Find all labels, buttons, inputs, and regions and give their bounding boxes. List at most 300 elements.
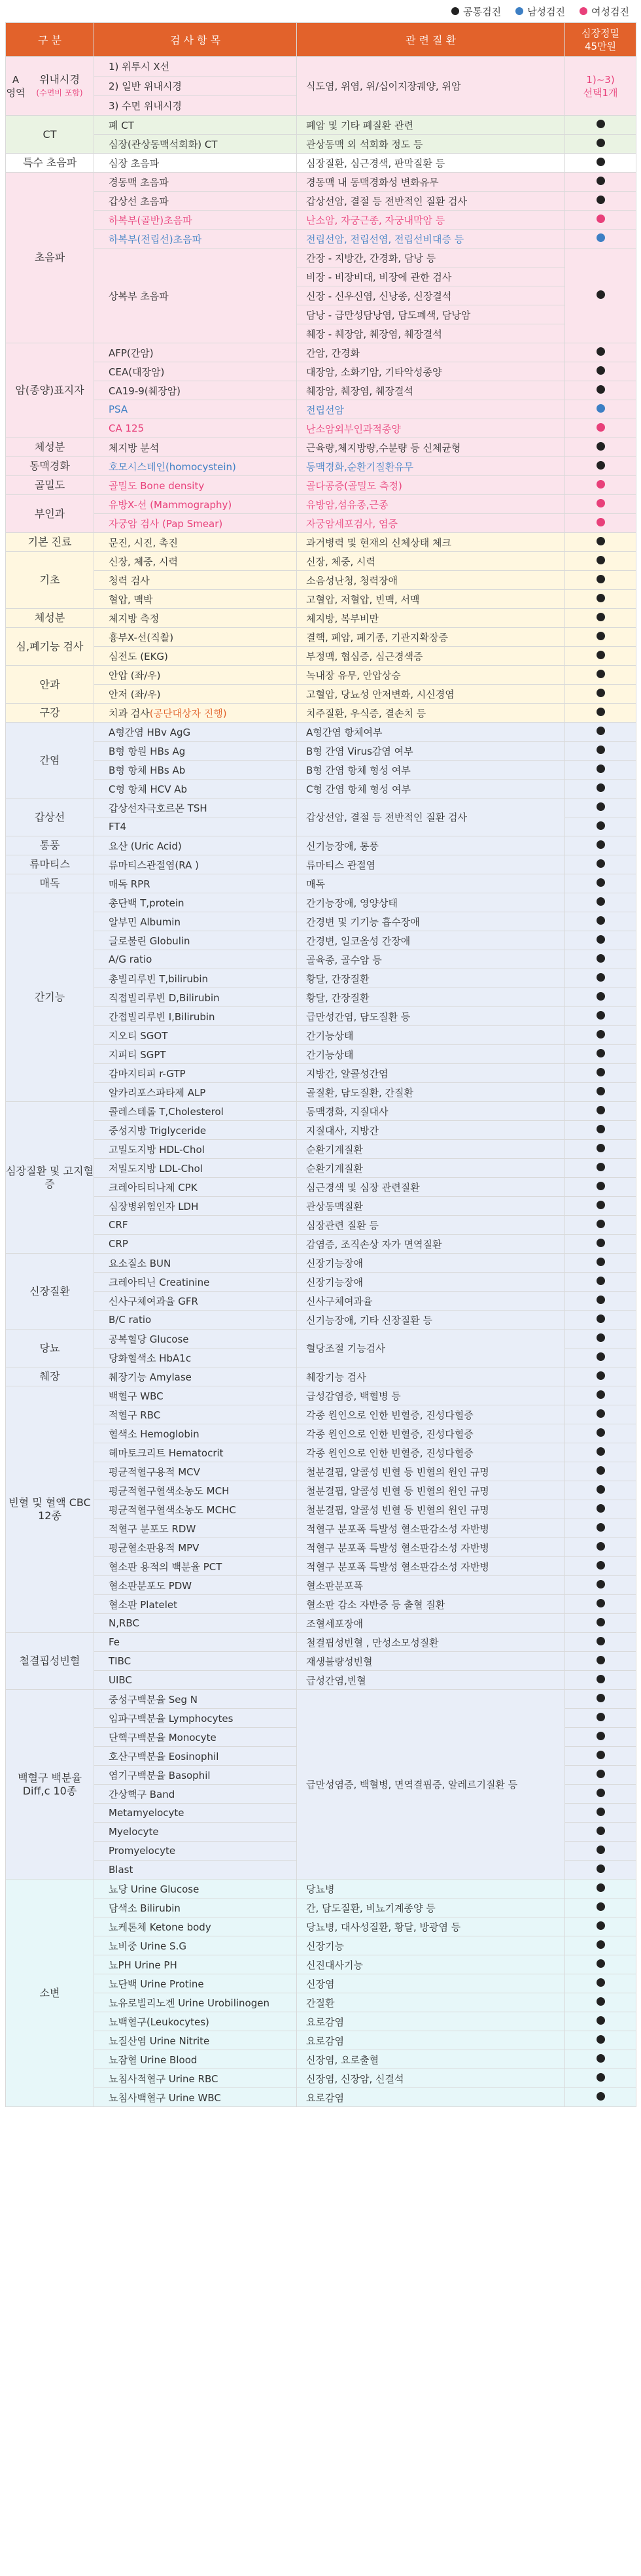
- common-dot-icon: [597, 1883, 605, 1892]
- disease-cell: 간질환: [297, 1993, 565, 2012]
- disease-cell: 대장암, 소화기암, 기타악성종양: [297, 362, 565, 381]
- disease-cell: 류마티스 관절염: [297, 855, 565, 874]
- disease-cell: 급성감염증, 백혈병 등: [297, 1386, 565, 1405]
- common-dot-icon: [597, 802, 605, 811]
- common-dot-icon: [597, 727, 605, 735]
- disease-cell: 철분결핍, 알콜성 빈혈 등 빈혈의 원인 규명: [297, 1462, 565, 1481]
- package-mark-cell: [565, 1386, 636, 1405]
- legend-label: 여성검진: [591, 5, 629, 18]
- table-row: [6, 855, 636, 874]
- common-dot-icon: [597, 120, 605, 128]
- a-section-row: [6, 57, 636, 77]
- package-mark-cell: [565, 1367, 636, 1386]
- common-dot-icon: [597, 670, 605, 678]
- category-cell: 심,폐기능 검사: [6, 628, 94, 666]
- item-label: 문진, 시진, 촉진: [109, 536, 179, 549]
- table-row: [6, 1121, 636, 1140]
- item-cell: [94, 1045, 297, 1064]
- package-mark-cell: [565, 1880, 636, 1898]
- disease-cell: 간, 담도질환, 비뇨기계종양 등: [297, 1898, 565, 1917]
- package-mark-cell: [565, 1955, 636, 1974]
- package-mark-cell: [565, 1311, 636, 1330]
- item-label: 류마티스관절염(RA ): [109, 859, 199, 871]
- common-dot-icon: [597, 385, 605, 394]
- item-label: A/G ratio: [109, 953, 152, 965]
- item-label: AFP(간암): [109, 347, 154, 359]
- package-mark-cell: [565, 874, 636, 893]
- legend-dot-icon: [580, 7, 587, 15]
- disease-cell: 신장기능: [297, 1936, 565, 1955]
- disease-cell: 급만성간염, 담도질환 등: [297, 1007, 565, 1026]
- table-row: [6, 1519, 636, 1538]
- item-cell: [94, 1614, 297, 1633]
- table-row: [6, 1652, 636, 1671]
- disease-cell: 간기능상태: [297, 1026, 565, 1045]
- common-dot-icon: [597, 1125, 605, 1133]
- common-dot-icon: [597, 1902, 605, 1911]
- disease-cell: 신장염, 요로출혈: [297, 2050, 565, 2069]
- female-dot-icon: [597, 423, 605, 432]
- header-items: 검 사 항 목: [94, 23, 297, 57]
- table-row: [6, 1974, 636, 1993]
- package-mark-cell: [565, 1102, 636, 1121]
- table-row: [6, 723, 636, 742]
- disease-cell: 동맥경화, 지질대사: [297, 1102, 565, 1121]
- package-mark-cell: [565, 173, 636, 192]
- disease-cell: 신장염: [297, 1974, 565, 1993]
- item-cell: [94, 950, 297, 969]
- table-row: [6, 893, 636, 912]
- disease-cell: 철분결핍, 알콜성 빈혈 등 빈혈의 원인 규명: [297, 1500, 565, 1519]
- legend-label: 공통검진: [463, 5, 502, 18]
- table-row: [6, 1917, 636, 1936]
- table-row: [6, 1880, 636, 1898]
- package-mark-cell: [565, 1595, 636, 1614]
- category-cell: 간기능: [6, 893, 94, 1102]
- package-mark-cell: [565, 931, 636, 950]
- table-row: [6, 438, 636, 457]
- table-row: [6, 211, 636, 230]
- item-label: Blast: [109, 1864, 133, 1876]
- item-note: (공단대상자 진행): [149, 707, 227, 719]
- disease-cell: 신장 - 신우신염, 신낭종, 신장결석: [297, 286, 565, 305]
- item-label: 요소질소 BUN: [109, 1257, 171, 1269]
- item-cell: [94, 1197, 297, 1216]
- item-cell: [94, 704, 297, 723]
- category-cell: 통풍: [6, 836, 94, 855]
- package-mark-cell: [565, 1121, 636, 1140]
- package-mark-cell: [565, 1823, 636, 1842]
- item-cell: [94, 836, 297, 855]
- disease-cell: 신진대사기능: [297, 1955, 565, 1974]
- common-dot-icon: [597, 992, 605, 1001]
- female-dot-icon: [597, 480, 605, 489]
- item-cell: [94, 1083, 297, 1102]
- table-row: [6, 1235, 636, 1254]
- disease-cell: 고혈압, 저혈압, 빈맥, 서맥: [297, 590, 565, 609]
- package-mark-cell: [565, 1462, 636, 1481]
- disease-cell: 철결핍성빈혈 , 만성소모성질환: [297, 1633, 565, 1652]
- table-row: [6, 2069, 636, 2088]
- item-cell: [94, 2088, 297, 2107]
- item-label: Metamyelocyte: [109, 1807, 184, 1819]
- item-cell: [94, 1728, 297, 1747]
- category-cell: 췌장: [6, 1367, 94, 1386]
- package-mark-cell: [565, 1045, 636, 1064]
- table-row: [6, 1462, 636, 1481]
- table-row: [6, 1216, 636, 1235]
- item-cell: [94, 1500, 297, 1519]
- item-label: 평균혈소판용적 MPV: [109, 1541, 199, 1554]
- package-mark-cell: [565, 1007, 636, 1026]
- item-cell: [94, 533, 297, 552]
- item-label: 크레아티티나제 CPK: [109, 1181, 198, 1194]
- category-cell: 매독: [6, 874, 94, 893]
- table-row: [6, 1633, 636, 1652]
- disease-cell: 신기능장애, 통풍: [297, 836, 565, 855]
- package-mark-cell: [565, 1576, 636, 1595]
- a-section-category: [6, 57, 94, 116]
- common-dot-icon: [597, 2016, 605, 2025]
- table-row: [6, 571, 636, 590]
- package-mark-cell: [565, 154, 636, 173]
- common-dot-icon: [597, 1978, 605, 1987]
- disease-cell: 골다공증(골밀도 측정): [297, 476, 565, 495]
- category-cell: 기본 진료: [6, 533, 94, 552]
- item-label: 혈소판분포도 PDW: [109, 1579, 192, 1592]
- package-mark-cell: [565, 1861, 636, 1880]
- category-cell: 초음파: [6, 173, 94, 343]
- item-cell: [94, 1330, 297, 1348]
- category-cell: 백혈구 백분율 Diff,c 10종: [6, 1690, 94, 1880]
- table-row: [6, 1330, 636, 1348]
- common-dot-icon: [597, 575, 605, 583]
- item-label: 평균적혈구용적 MCV: [109, 1466, 200, 1478]
- package-mark-cell: [565, 1424, 636, 1443]
- item-label: B형 항체 HBs Ab: [109, 764, 186, 776]
- item-cell: [94, 438, 297, 457]
- package-mark-cell: [565, 1140, 636, 1159]
- package-mark-cell: [565, 817, 636, 836]
- item-cell: [94, 988, 297, 1007]
- common-dot-icon: [597, 1352, 605, 1361]
- item-label: 저밀도지방 LDL-Chol: [109, 1162, 203, 1175]
- package-mark-cell: [565, 362, 636, 381]
- item-cell: [94, 116, 297, 135]
- category-cell: 갑상선: [6, 799, 94, 836]
- item-label: 안압 (좌/우): [109, 669, 161, 681]
- category-cell: 빈혈 및 혈액 CBC 12종: [6, 1386, 94, 1633]
- package-mark-cell: [565, 1348, 636, 1367]
- item-cell: [94, 685, 297, 704]
- table-row: [6, 1386, 636, 1405]
- item-label: 뇨단백 Urine Protine: [109, 1978, 204, 1990]
- item-label: 뇨침사적혈구 Urine RBC: [109, 2072, 218, 2085]
- item-cell: [94, 1993, 297, 2012]
- item-label: 지오티 SGOT: [109, 1029, 168, 1042]
- disease-cell: 간경변, 일코올성 간장애: [297, 931, 565, 950]
- common-dot-icon: [597, 1049, 605, 1057]
- category-cell: 철결핍성빈혈: [6, 1633, 94, 1690]
- item-cell: [94, 1955, 297, 1974]
- table-row: [6, 343, 636, 362]
- item-cell: [94, 1671, 297, 1690]
- common-dot-icon: [597, 2054, 605, 2063]
- item-label: 갑상선자극호르몬 TSH: [109, 802, 207, 814]
- table-row: [6, 609, 636, 628]
- item-label: 자궁암 검사 (Pap Smear): [109, 517, 223, 530]
- item-cell: [94, 552, 297, 571]
- table-row: [6, 1064, 636, 1083]
- table-row: [6, 1007, 636, 1026]
- table-row: [6, 1481, 636, 1500]
- disease-cell: 순환기계질환: [297, 1159, 565, 1178]
- package-mark-cell: [565, 988, 636, 1007]
- item-cell: [94, 1064, 297, 1083]
- item-cell: [94, 1424, 297, 1443]
- package-mark-cell: [565, 2050, 636, 2069]
- item-label: 뇨침사백혈구 Urine WBC: [109, 2091, 221, 2104]
- category-cell: 간염: [6, 723, 94, 799]
- disease-cell: 골육종, 골수암 등: [297, 950, 565, 969]
- item-cell: [94, 1917, 297, 1936]
- item-cell: [94, 1216, 297, 1235]
- item-label: 혈소판 용적의 백분율 PCT: [109, 1560, 222, 1573]
- item-label: 호산구백분율 Eosinophil: [109, 1750, 219, 1762]
- package-mark-cell: [565, 1614, 636, 1633]
- a-section-endoscopy: 위내시경 (수면비 포함): [36, 73, 83, 97]
- item-label: 뇨케톤체 Ketone body: [109, 1921, 211, 1933]
- table-row: [6, 2088, 636, 2107]
- table-row: [6, 1311, 636, 1330]
- common-dot-icon: [597, 1447, 605, 1456]
- package-mark-cell: [565, 1842, 636, 1861]
- common-dot-icon: [597, 651, 605, 659]
- common-dot-icon: [597, 177, 605, 185]
- item-cell: [94, 609, 297, 628]
- package-mark-cell: [565, 666, 636, 685]
- item-cell: [94, 135, 297, 154]
- common-dot-icon: [597, 1485, 605, 1494]
- item-label: 호모시스테인(homocystein): [109, 460, 236, 473]
- item-label: UIBC: [109, 1674, 132, 1686]
- common-dot-icon: [597, 1599, 605, 1607]
- common-dot-icon: [597, 158, 605, 166]
- package-mark-cell: [565, 1083, 636, 1102]
- disease-cell: 비장 - 비장비대, 비장에 관한 검사: [297, 267, 565, 286]
- item-cell: [94, 1007, 297, 1026]
- item-label: 적혈구 RBC: [109, 1409, 161, 1421]
- item-cell: [94, 2069, 297, 2088]
- table-row: [6, 1083, 636, 1102]
- female-dot-icon: [597, 518, 605, 526]
- item-label: B/C ratio: [109, 1314, 152, 1326]
- table-row: [6, 116, 636, 135]
- disease-cell: 경동맥 내 동맥경화성 변화유무: [297, 173, 565, 192]
- common-dot-icon: [597, 821, 605, 830]
- disease-cell: 심근경색 및 심장 관련질환: [297, 1178, 565, 1197]
- a-section-label: A 영역: [6, 73, 26, 99]
- item-cell: [94, 912, 297, 931]
- disease-cell: 신장기능장애: [297, 1254, 565, 1273]
- item-label: Myelocyte: [109, 1826, 159, 1838]
- item-cell: [94, 1292, 297, 1311]
- item-label: 안저 (좌/우): [109, 688, 161, 700]
- common-dot-icon: [597, 1314, 605, 1323]
- common-dot-icon: [597, 1751, 605, 1759]
- common-dot-icon: [597, 1296, 605, 1304]
- common-dot-icon: [597, 1371, 605, 1380]
- common-dot-icon: [597, 196, 605, 204]
- item-cell: [94, 931, 297, 950]
- package-mark-cell: [565, 1728, 636, 1747]
- item-cell: [94, 628, 297, 647]
- item-cell: [94, 249, 297, 343]
- table-row: [6, 419, 636, 438]
- disease-cell: 혈소판 감소 자반증 등 출혈 질환: [297, 1595, 565, 1614]
- item-cell: [94, 1159, 297, 1178]
- item-label: 알부민 Albumin: [109, 916, 181, 928]
- disease-cell: 황달, 간장질환: [297, 969, 565, 988]
- female-dot-icon: [597, 215, 605, 223]
- item-cell: [94, 1140, 297, 1159]
- table-row: [6, 780, 636, 799]
- common-dot-icon: [597, 1409, 605, 1418]
- disease-cell: 각종 원인으로 인한 빈혈증, 진성다혈증: [297, 1424, 565, 1443]
- item-label: 폐 CT: [109, 119, 134, 131]
- disease-cell: 당뇨병: [297, 1880, 565, 1898]
- table-row: [6, 135, 636, 154]
- item-cell: [94, 1273, 297, 1292]
- package-mark-cell: [565, 1481, 636, 1500]
- item-label: N,RBC: [109, 1617, 139, 1629]
- item-cell: [94, 1936, 297, 1955]
- package-mark-cell: [565, 1519, 636, 1538]
- common-dot-icon: [597, 878, 605, 887]
- item-cell: [94, 2012, 297, 2031]
- disease-cell: 신장염, 신장암, 신결석: [297, 2069, 565, 2088]
- common-dot-icon: [597, 1789, 605, 1797]
- item-cell: [94, 1386, 297, 1405]
- item-cell: [94, 1747, 297, 1766]
- disease-cell: 고혈압, 당뇨성 안저변화, 시신경염: [297, 685, 565, 704]
- item-label: 당화혈색소 HbA1c: [109, 1352, 192, 1364]
- table-row: [6, 1993, 636, 2012]
- item-cell: [94, 647, 297, 666]
- a-item-2: 3) 수면 위내시경: [94, 96, 297, 116]
- item-cell: [94, 855, 297, 874]
- item-cell: [94, 1842, 297, 1861]
- common-dot-icon: [597, 1277, 605, 1285]
- table-row: [6, 1614, 636, 1633]
- disease-cell: 난소암외부인과적종양: [297, 419, 565, 438]
- category-cell: 신장질환: [6, 1254, 94, 1330]
- package-mark-cell: [565, 1747, 636, 1766]
- package-mark-cell: [565, 1671, 636, 1690]
- table-row: [6, 1026, 636, 1045]
- common-dot-icon: [597, 2073, 605, 2082]
- header-package: 심장정밀 45만원: [565, 23, 636, 57]
- package-mark-cell: [565, 1273, 636, 1292]
- package-mark-cell: [565, 742, 636, 761]
- common-dot-icon: [597, 954, 605, 963]
- disease-cell: 급만성염증, 백혈병, 면역결핍증, 알레르기질환 등: [297, 1690, 565, 1880]
- item-cell: [94, 1766, 297, 1785]
- header-category: 구 분: [6, 23, 94, 57]
- item-label: 뇨PH Urine PH: [109, 1959, 177, 1971]
- item-cell: [94, 742, 297, 761]
- disease-cell: 적혈구 분포폭 특발성 혈소판감소성 자반병: [297, 1557, 565, 1576]
- table-row: [6, 400, 636, 419]
- common-dot-icon: [597, 1618, 605, 1626]
- item-cell: [94, 1861, 297, 1880]
- item-label: 공복혈당 Glucose: [109, 1333, 189, 1345]
- item-label: 심장 초음파: [109, 157, 160, 169]
- common-dot-icon: [597, 1390, 605, 1399]
- item-cell: [94, 1557, 297, 1576]
- item-label: Fe: [109, 1636, 120, 1648]
- table-header: [6, 23, 636, 57]
- common-dot-icon: [597, 1106, 605, 1114]
- common-dot-icon: [597, 1239, 605, 1247]
- package-mark-cell: [565, 533, 636, 552]
- package-mark-cell: [565, 799, 636, 817]
- package-mark-cell: [565, 192, 636, 211]
- item-cell: [94, 571, 297, 590]
- item-label: 혈압, 맥박: [109, 593, 153, 606]
- item-label: Promyelocyte: [109, 1845, 176, 1857]
- package-mark-cell: [565, 1405, 636, 1424]
- table-row: [6, 1576, 636, 1595]
- package-mark-cell: [565, 343, 636, 362]
- item-cell: [94, 590, 297, 609]
- disease-cell: 적혈구 분포폭 특발성 혈소판감소성 자반병: [297, 1519, 565, 1538]
- common-dot-icon: [597, 916, 605, 925]
- table-row: [6, 647, 636, 666]
- item-label: 뇨비중 Urine S.G: [109, 1940, 186, 1952]
- package-mark-cell: [565, 1936, 636, 1955]
- disease-cell: 체지방, 복부비만: [297, 609, 565, 628]
- common-dot-icon: [597, 783, 605, 792]
- common-dot-icon: [597, 632, 605, 640]
- item-label: 체지방 측정: [109, 612, 160, 625]
- table-row: [6, 704, 636, 723]
- item-cell: [94, 192, 297, 211]
- common-dot-icon: [597, 1959, 605, 1968]
- package-mark-cell: [565, 704, 636, 723]
- common-dot-icon: [597, 935, 605, 944]
- table-row: [6, 1102, 636, 1121]
- category-cell: 체성분: [6, 438, 94, 457]
- disease-cell: B형 간염 Virus감염 여부: [297, 742, 565, 761]
- item-label: 직접빌리루빈 D,Bilirubin: [109, 991, 220, 1004]
- package-mark-cell: [565, 1898, 636, 1917]
- common-dot-icon: [597, 840, 605, 849]
- package-mark-cell: [565, 1500, 636, 1519]
- common-dot-icon: [597, 708, 605, 716]
- legend-item: [580, 5, 629, 18]
- disease-cell: 간기능장애, 영양상태: [297, 893, 565, 912]
- item-label: B형 항원 HBs Ag: [109, 745, 186, 757]
- package-mark-cell: [565, 2088, 636, 2107]
- item-label: CA19-9(췌장암): [109, 385, 181, 397]
- package-mark-cell: [565, 1917, 636, 1936]
- legend-item: [515, 5, 565, 18]
- package-mark-cell: [565, 135, 636, 154]
- disease-cell: 결핵, 폐암, 폐기종, 기관지확장증: [297, 628, 565, 647]
- table-row: [6, 1254, 636, 1273]
- item-label: 글로불린 Globulin: [109, 935, 190, 947]
